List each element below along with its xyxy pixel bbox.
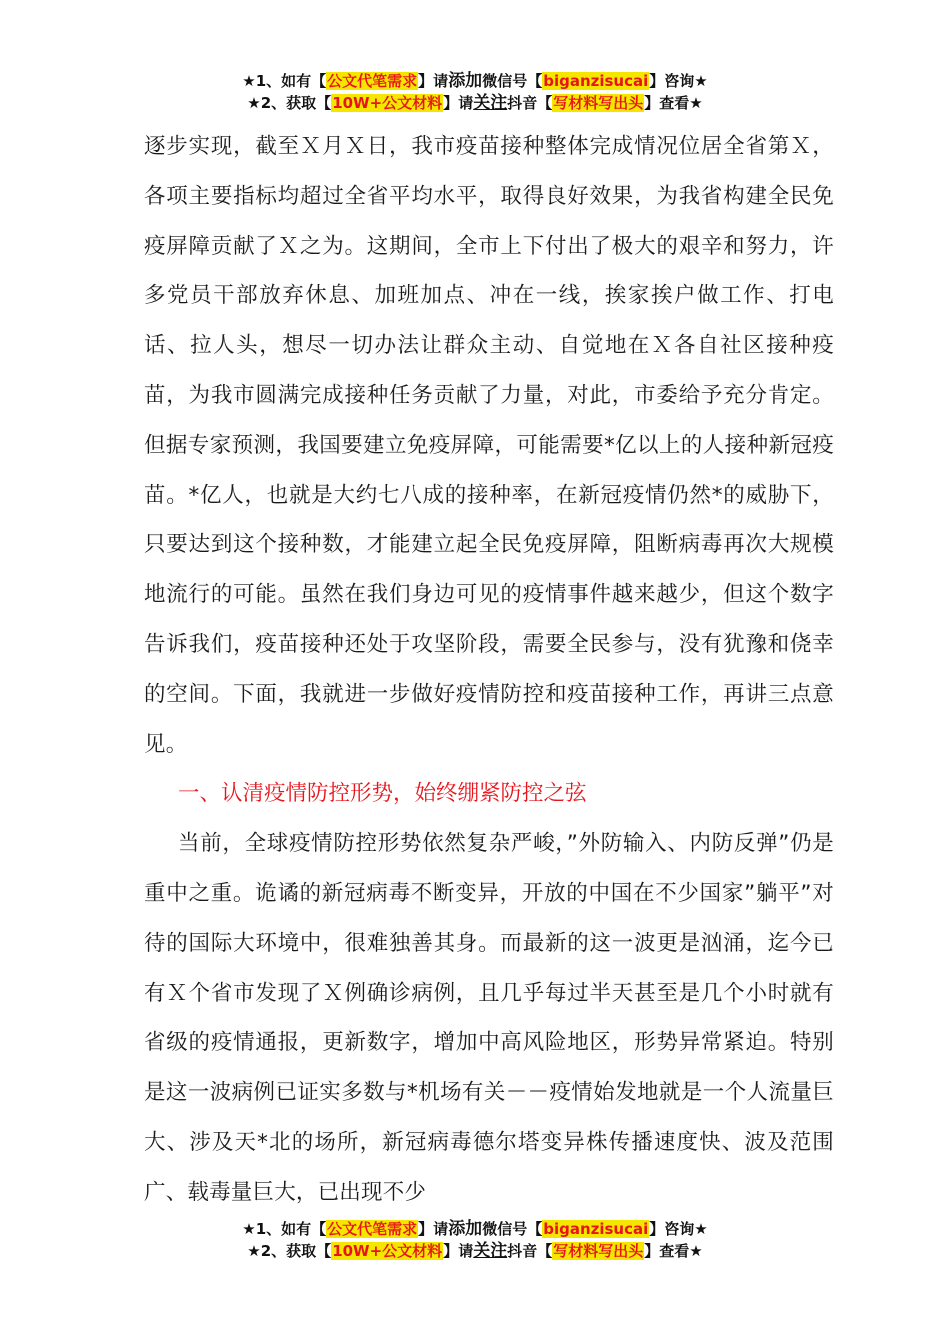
footer-banner <box>0 1218 950 1262</box>
highlight-douyin: 写材料写出头 <box>553 94 644 112</box>
highlight-materials: 10W+公文材料 <box>332 94 443 112</box>
banner-line-1: ★1、如有【公文代笔需求】请添加微信号【biganzisucai】咨询★ <box>242 71 708 91</box>
highlight-wechat-id: biganzisucai <box>543 1220 649 1238</box>
highlight-materials: 10W+公文材料 <box>332 1242 443 1260</box>
highlight-douyin: 写材料写出头 <box>553 1242 644 1260</box>
banner-line-1: ★1、如有【公文代笔需求】请添加微信号【biganzisucai】咨询★ <box>242 1219 708 1239</box>
section-heading-1: 一、认清疫情防控形势，始终绷紧防控之弦 <box>178 781 587 807</box>
banner-line-2: ★2、获取【10W+公文材料】请关注抖音【写材料写出头】查看★ <box>247 93 703 113</box>
banner-line-2: ★2、获取【10W+公文材料】请关注抖音【写材料写出头】查看★ <box>247 1241 703 1261</box>
document-body <box>144 122 834 1218</box>
highlight-service: 公文代笔需求 <box>327 72 418 90</box>
highlight-wechat-id: biganzisucai <box>543 72 649 90</box>
header-banner <box>0 70 950 114</box>
highlight-service: 公文代笔需求 <box>327 1220 418 1238</box>
paragraph-1: 逐步实现，截至Ｘ月Ｘ日，我市疫苗接种整体完成情况位居全省第Ｘ，各项主要指标均超过全省平均水平，取得良好效果，为我省构建全民免疫屏障贡献了Ｘ之为。这期间，全市上下付出了极大的艰辛和努力，许多党员干部放弃休息、加班加点、冲在一线，挨家挨户做工作、打电话、拉人头，想尽一切办法让群众主动、自觉地在Ｘ各自社区接种疫苗，为我市圆满完成接种任务贡献了力量，对此，市委给予充分肯定。但据专家预测，我国要建立免疫屏障，可能需要*亿以上的人接种新冠疫苗。*亿人，也就是大约七八成的接种率，在新冠疫情仍然*的威胁下，只要达到这个接种数，才能建立起全民免疫屏障，阻断病毒再次大规模地流行的可能。虽然在我们身边可见的疫情事件越来越少，但这个数字告诉我们，疫苗接种还处于攻坚阶段，需要全民参与，没有犹豫和侥幸的空间。下面，我就进一步做好疫情防控和疫苗接种工作，再讲三点意见。 <box>144 134 834 757</box>
paragraph-2: 当前，全球疫情防控形势依然复杂严峻，”外防输入、内防反弹”仍是重中之重。诡谲的新冠病毒不断变异，开放的中国在不少国家”躺平”对待的国际大环境中，很难独善其身。而最新的这一波更是汹涌，迄今已有Ｘ个省市发现了Ｘ例确诊病例，且几乎每过半天甚至是几个小时就有省级的疫情通报，更新数字，增加中高风险地区，形势异常紧迫。特别是这一波病例已证实多数与*机场有关－－疫情始发地就是一个人流量巨大、涉及天*北的场所，新冠病毒德尔塔变异株传播速度快、波及范围广、载毒量巨大，已出现不少 <box>144 831 834 1205</box>
